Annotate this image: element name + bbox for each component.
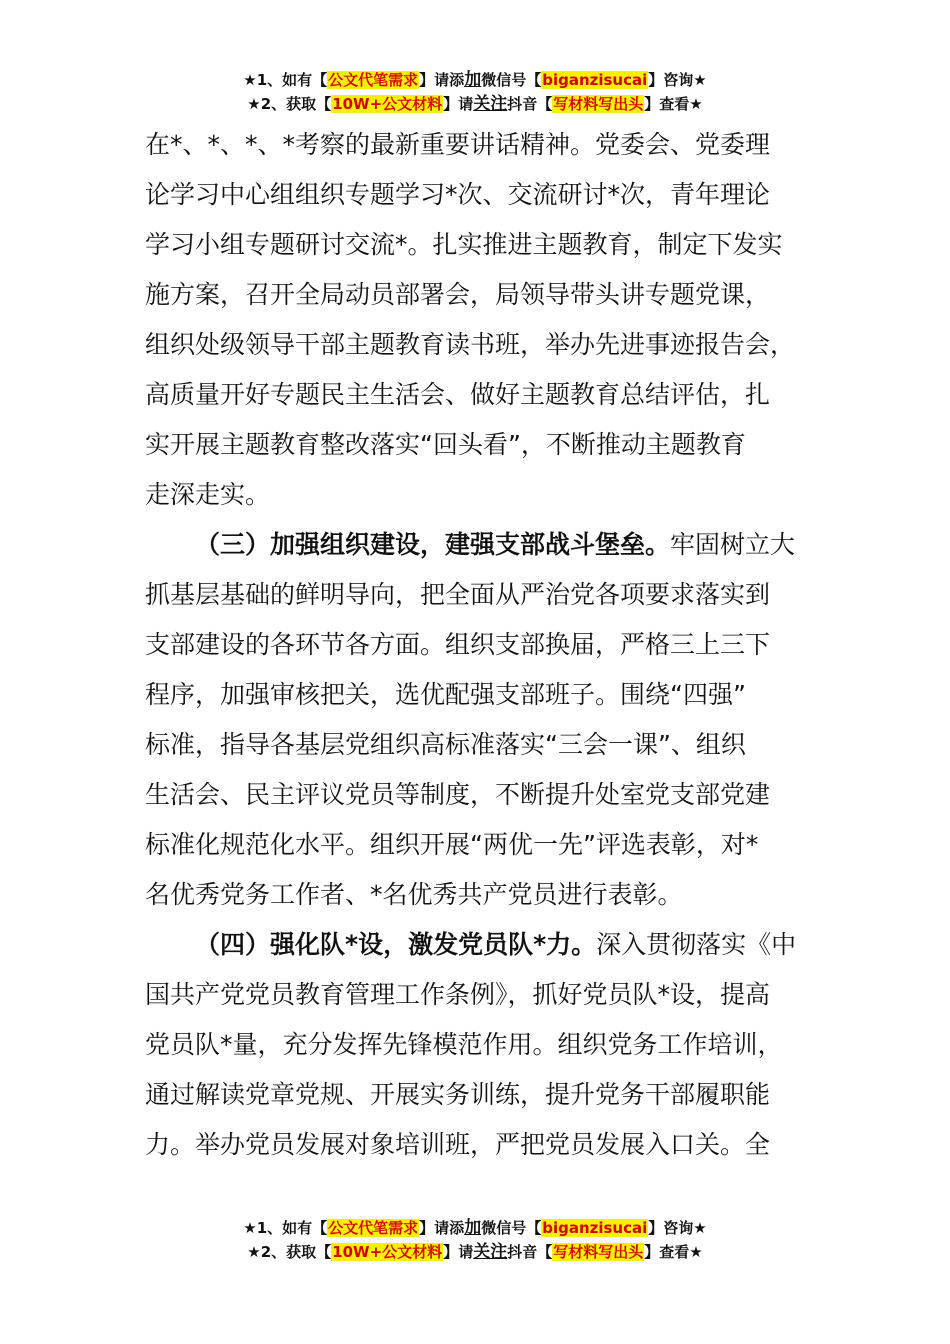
banner-text: 抖音【 bbox=[507, 95, 553, 113]
body-line: 名优秀党务工作者、*名优秀共产党员进行表彰。 bbox=[145, 880, 683, 909]
banner-line-2 bbox=[0, 92, 950, 116]
banner-highlight: 公文代笔需求 bbox=[328, 1219, 419, 1237]
body-line: 党员队*量，充分发挥先锋模范作用。组织党务工作培训， bbox=[145, 1030, 783, 1059]
banner-text: ★1、如有【 bbox=[243, 71, 328, 89]
banner-line-1 bbox=[0, 68, 950, 92]
banner-text: 】咨询★ bbox=[648, 71, 707, 89]
body-line: 生活会、民主评议党员等制度，不断提升处室党支部党建 bbox=[145, 780, 771, 809]
footer-banner bbox=[0, 1216, 950, 1264]
section-3-text: 牢固树立大 bbox=[670, 530, 796, 559]
banner-line-2 bbox=[0, 1240, 950, 1264]
body-line: 学习小组专题研讨交流*。扎实推进主题教育，制定下发实 bbox=[145, 230, 783, 259]
header-banner bbox=[0, 68, 950, 116]
banner-highlight: 10W+公文材料 bbox=[332, 95, 443, 113]
body-line: 论学习中心组组织专题学习*次、交流研讨*次，青年理论 bbox=[145, 180, 771, 209]
banner-line-1 bbox=[0, 1216, 950, 1240]
banner-text: ★1、如有【 bbox=[243, 1219, 328, 1237]
banner-text: 抖音【 bbox=[507, 1243, 553, 1261]
section-4-first-line bbox=[145, 920, 805, 970]
body-line: 组织处级领导干部主题教育读书班，举办先进事迹报告会， bbox=[145, 330, 796, 359]
body-line: 抓基层基础的鲜明导向，把全面从严治党各项要求落实到 bbox=[145, 580, 771, 609]
banner-wechat-id: biganzisucai bbox=[542, 71, 648, 89]
banner-text: 】请添 bbox=[419, 71, 465, 89]
banner-text: 】查看★ bbox=[644, 95, 703, 113]
banner-wechat-id: biganzisucai bbox=[542, 1219, 648, 1237]
banner-text: ★2、获取【 bbox=[247, 1243, 332, 1261]
body-line: 施方案，召开全局动员部署会，局领导带头讲专题党课， bbox=[145, 280, 771, 309]
body-line: 通过解读党章党规、开展实务训练，提升党务干部履职能 bbox=[145, 1080, 771, 1109]
section-3-heading: （三）加强组织建设，建强支部战斗堡垒。 bbox=[195, 530, 671, 559]
body-line: 国共产党党员教育管理工作条例》，抓好党员队*设，提高 bbox=[145, 980, 771, 1009]
body-line: 支部建设的各环节各方面。组织支部换届，严格三上三下 bbox=[145, 630, 771, 659]
banner-underline: 加 bbox=[464, 1218, 482, 1238]
banner-text: 】咨询★ bbox=[648, 1219, 707, 1237]
banner-highlight: 公文代笔需求 bbox=[328, 71, 419, 89]
body-line: 在*、*、*、*考察的最新重要讲话精神。党委会、党委理 bbox=[145, 130, 771, 159]
banner-text: 】请添 bbox=[419, 1219, 465, 1237]
body-line: 标准，指导各基层党组织高标准落实“三会一课”、组织 bbox=[145, 730, 746, 759]
banner-text: 】查看★ bbox=[644, 1243, 703, 1261]
banner-text: ★2、获取【 bbox=[247, 95, 332, 113]
body-line: 标准化规范化水平。组织开展“两优一先”评选表彰，对* bbox=[145, 830, 759, 859]
banner-underline: 关注 bbox=[473, 94, 508, 114]
body-line: 力。举办党员发展对象培训班，严把党员发展入口关。全 bbox=[145, 1130, 771, 1159]
body-line: 实开展主题教育整改落实“回头看”，不断推动主题教育 bbox=[145, 430, 746, 459]
banner-text: 】请 bbox=[443, 95, 474, 113]
banner-douyin-id: 写材料写出头 bbox=[553, 95, 644, 113]
banner-underline: 加 bbox=[464, 70, 482, 90]
banner-text: 微信号【 bbox=[481, 71, 542, 89]
section-3-first-line bbox=[145, 520, 805, 570]
banner-text: 】请 bbox=[443, 1243, 474, 1261]
body-line: 程序，加强审核把关，选优配强支部班子。围绕“四强” bbox=[145, 680, 746, 709]
banner-highlight: 10W+公文材料 bbox=[332, 1243, 443, 1261]
document-body bbox=[145, 120, 805, 1170]
section-4-heading: （四）强化队*设，激发党员队*力。 bbox=[195, 930, 597, 959]
banner-douyin-id: 写材料写出头 bbox=[553, 1243, 644, 1261]
banner-underline: 关注 bbox=[473, 1242, 508, 1262]
section-4-text: 深入贯彻落实《中 bbox=[596, 930, 797, 959]
body-line: 走深走实。 bbox=[145, 480, 271, 509]
body-line: 高质量开好专题民主生活会、做好主题教育总结评估，扎 bbox=[145, 380, 771, 409]
banner-text: 微信号【 bbox=[481, 1219, 542, 1237]
